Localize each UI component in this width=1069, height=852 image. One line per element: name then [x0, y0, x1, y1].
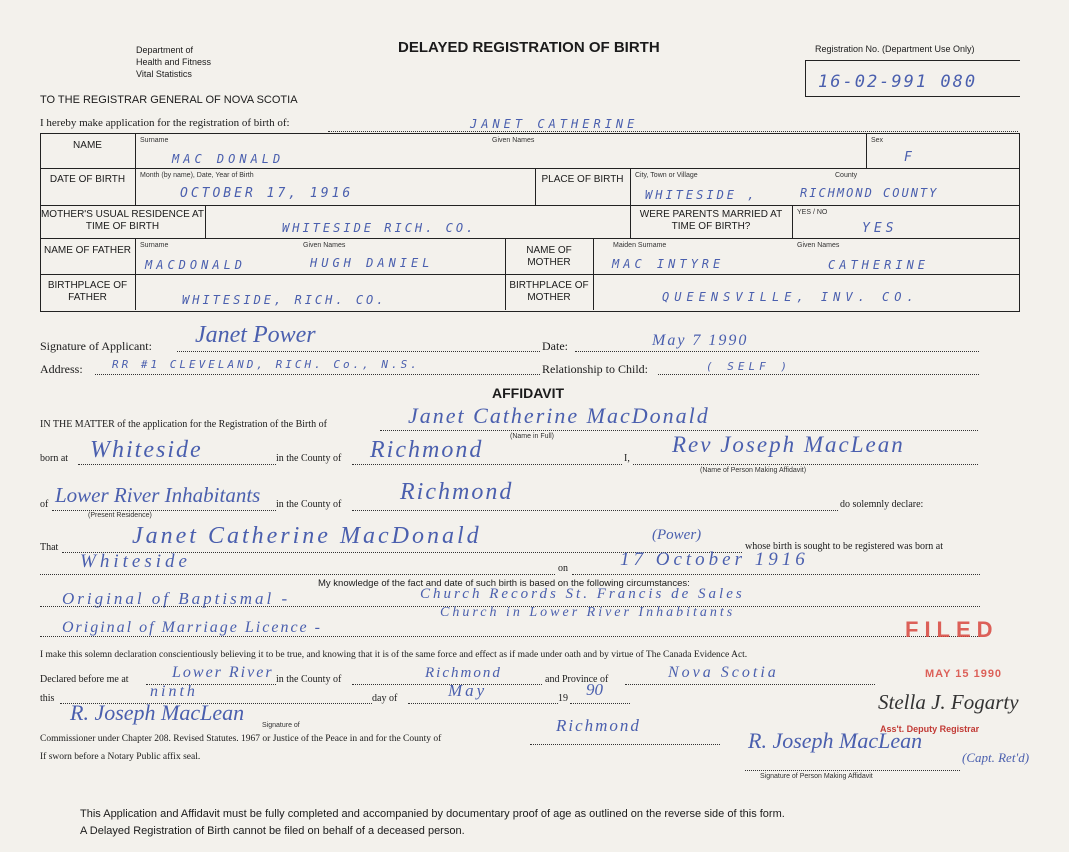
county-label-2: in the County of: [276, 499, 342, 510]
circumstance-1a: Original of Baptismal -: [62, 589, 291, 608]
department-line1: Department of: [136, 45, 194, 55]
address-value: RR #1 CLEVELAND, RICH. Co., N.S.: [112, 358, 420, 371]
province-value: Nova Scotia: [668, 664, 779, 681]
form-title: DELAYED REGISTRATION OF BIRTH: [398, 39, 660, 56]
province-label: and Province of: [545, 674, 609, 685]
county-line-2: [352, 510, 838, 511]
declared-label: Declared before me at: [40, 674, 129, 685]
name-label: NAME: [73, 140, 102, 151]
registrar-signature: Stella J. Fogarty: [878, 690, 1019, 714]
mother-given-value: CATHERINE: [828, 258, 930, 272]
county-value-3: Richmond: [425, 665, 502, 681]
affiant-caption: (Name of Person Making Affidavit): [700, 467, 807, 474]
sex-caption: Sex: [871, 137, 884, 144]
sex-value: F: [904, 150, 916, 165]
date-value: May 7 1990: [652, 332, 749, 349]
grid-col-i: [593, 238, 594, 310]
signature-of-caption: Signature of: [262, 722, 300, 729]
department-block: [136, 44, 211, 80]
notary-text: If sworn before a Notary Public affix seal.: [40, 752, 201, 762]
year-value: 90: [586, 680, 603, 699]
maiden-caption: Maiden Surname: [613, 242, 667, 249]
pob-county-value: RICHMOND COUNTY: [800, 186, 939, 200]
residence-line: [52, 510, 276, 511]
born-place-line: [40, 574, 555, 575]
year-line: [570, 703, 630, 704]
pob-city-value: WHITESIDE ,: [645, 188, 758, 202]
circumstance-2a: Original of Marriage Licence -: [62, 619, 322, 636]
pob-label: [535, 174, 630, 186]
registration-no-box-left: [805, 60, 806, 96]
i-label: I,: [624, 453, 630, 464]
residence-caption: (Present Residence): [88, 512, 152, 519]
county-caption: County: [835, 172, 858, 179]
grid-row-4: [40, 274, 1019, 275]
affiant-name: Rev Joseph MacLean: [672, 432, 905, 457]
born-place-value: Whiteside: [80, 551, 191, 572]
father-birthplace-value: WHITESIDE, RICH. CO.: [182, 293, 387, 307]
filed-stamp-date: MAY 15 1990: [925, 668, 1003, 680]
grid-col-a: [135, 133, 136, 205]
affiant-line: [633, 464, 978, 465]
father-given-caption: Given Names: [303, 242, 346, 249]
matter-line: [380, 430, 978, 431]
date-line: [575, 351, 979, 352]
grid-col-sex: [866, 133, 867, 168]
dob-caption: Month (by name), Date, Year of Birth: [140, 172, 254, 179]
application-line: [328, 131, 1018, 132]
day-of-label: day of: [372, 693, 398, 704]
mother-birthplace-value: QUEENSVILLE, INV. CO.: [662, 290, 919, 304]
surname-value: MAC DONALD: [172, 152, 285, 166]
mother-label: NAME OF MOTHER: [526, 245, 572, 268]
married-value: YES: [862, 221, 898, 236]
footer-line-1: This Application and Affidavit must be fully completed and accompanied by documentary proof of age as outlined on the reverse side of this form.: [80, 808, 785, 820]
relationship-line: [658, 374, 979, 375]
month-value: May: [448, 681, 488, 700]
father-surname-caption: Surname: [140, 242, 169, 249]
declared-at-value: Lower River: [172, 664, 274, 681]
married-label-text: WERE PARENTS MARRIED AT TIME OF BIRTH?: [639, 209, 783, 232]
province-line: [625, 684, 875, 685]
father-given-value: HUGH DANIEL: [310, 256, 434, 270]
applicant-signature: Janet Power: [195, 322, 316, 348]
father-birthplace-label: BIRTHPLACE OF FATHER: [47, 280, 128, 303]
of-label: of: [40, 499, 49, 510]
mother-residence-value: WHITESIDE RICH. CO.: [282, 221, 477, 235]
department-line3: Vital Statistics: [136, 69, 192, 79]
relationship-value: ( SELF ): [706, 360, 791, 373]
on-label: on: [558, 563, 568, 574]
given-names-caption: Given Names: [492, 137, 535, 144]
that-name: Janet Catherine MacDonald: [132, 523, 482, 549]
mother-maiden-value: MAC INTYRE: [612, 257, 725, 271]
county-value-1: Richmond: [370, 437, 484, 463]
that-label: That: [40, 542, 59, 553]
born-at-value: Whiteside: [90, 437, 203, 463]
grid-col-d: [205, 205, 206, 238]
dob-label-text: DATE OF BIRTH: [49, 174, 126, 185]
surname-caption: Surname: [140, 137, 169, 144]
commissioner-county-line: [530, 744, 720, 745]
matter-text: IN THE MATTER of the application for the Registration of the Birth of: [40, 419, 327, 430]
commissioner-signature: R. Joseph MacLean: [70, 700, 245, 725]
county-line-1: [352, 464, 622, 465]
registration-no-box-top: [805, 60, 1020, 61]
married-label: [630, 209, 792, 233]
year-prefix: 19: [558, 693, 568, 704]
mother-residence-label: [40, 209, 205, 233]
mother-given-caption: Given Names: [797, 242, 840, 249]
dob-value: OCTOBER 17, 1916: [180, 186, 354, 201]
solemn-declaration: I make this solemn declaration conscientiously believing it to be true, and knowing that it is of the same force and effect as if made under oath and by virtue of The Canada Evidence Act.: [40, 650, 748, 660]
father-surname-value: MACDONALD: [145, 258, 247, 272]
yes-no-caption: YES / NO: [797, 209, 828, 216]
matter-name: Janet Catherine MacDonald: [408, 403, 710, 428]
name-in-full-caption: (Name in Full): [510, 433, 554, 440]
registration-no-label: Registration No. (Department Use Only): [815, 44, 975, 54]
registrar-title: Ass't. Deputy Registrar: [880, 724, 980, 734]
county-label-3: in the County of: [276, 674, 342, 685]
grid-col-c: [630, 168, 631, 205]
affiant-signature: R. Joseph MacLean: [748, 728, 923, 753]
registration-no-box-bottom: [805, 96, 1020, 97]
commissioner-text: Commissioner under Chapter 208. Revised Statutes. 1967 or Justice of the Peace in and for the County of: [40, 734, 442, 744]
declare-text: do solemnly declare:: [840, 499, 924, 510]
circumstance-2b: Church in Lower River Inhabitants: [440, 605, 736, 620]
county-value-2: Richmond: [400, 479, 514, 505]
applicant-given-names: JANET CATHERINE: [470, 117, 639, 131]
affiant-signature-extra: (Capt. Ret'd): [962, 750, 1030, 765]
that-extra: (Power): [652, 527, 702, 543]
dob-label: [40, 174, 135, 186]
grid-col-g: [135, 238, 136, 310]
address-label: Address:: [40, 362, 83, 376]
department-line2: Health and Fitness: [136, 57, 212, 67]
mother-birthplace-label: BIRTHPLACE OF MOTHER: [509, 280, 589, 303]
applicant-signature-line: [177, 351, 540, 352]
city-caption: City, Town or Village: [635, 172, 698, 179]
month-line: [408, 703, 558, 704]
knowledge-text: My knowledge of the fact and date of such birth is based on the following circumstances:: [318, 578, 690, 589]
residence-value: Lower River Inhabitants: [55, 483, 261, 507]
whose-birth-text: whose birth is sought to be registered was born at: [745, 541, 944, 552]
this-label: this: [40, 693, 55, 704]
affiant-signature-line: [745, 770, 960, 771]
mother-residence-label-text: MOTHER'S USUAL RESIDENCE AT TIME OF BIRTH: [40, 209, 205, 232]
affiant-signature-caption: Signature of Person Making Affidavit: [760, 773, 873, 780]
grid-row-2: [40, 205, 1019, 206]
born-date-line: [572, 574, 980, 575]
grid-row-3: [40, 238, 1019, 239]
address-line: [95, 374, 540, 375]
grid-col-f: [792, 205, 793, 238]
born-at-line: [78, 464, 276, 465]
application-text: I hereby make application for the registration of birth of:: [40, 117, 290, 129]
born-date-value: 17 October 1916: [620, 549, 809, 570]
born-at-label: born at: [40, 453, 69, 464]
date-label: Date:: [542, 339, 568, 353]
footer-line-2: A Delayed Registration of Birth cannot be filed on behalf of a deceased person.: [80, 825, 465, 837]
applicant-signature-label: Signature of Applicant:: [40, 339, 152, 353]
registration-no-value: 16-02-991 080: [818, 72, 978, 92]
grid-row-1: [40, 168, 1019, 169]
affidavit-heading: AFFIDAVIT: [492, 385, 565, 401]
relationship-label: Relationship to Child:: [542, 362, 649, 376]
filed-stamp: FILED: [905, 617, 999, 642]
county-label-1: in the County of: [276, 453, 342, 464]
pob-label-text: PLACE OF BIRTH: [541, 174, 624, 185]
county-line-3: [352, 684, 542, 685]
circumstance-line-2: [40, 636, 980, 637]
father-label: NAME OF FATHER: [43, 245, 132, 256]
commissioner-county: Richmond: [556, 716, 641, 735]
day-value: ninth: [150, 683, 198, 700]
circumstance-1b: Church Records St. Francis de Sales: [420, 586, 745, 602]
addressee: TO THE REGISTRAR GENERAL OF NOVA SCOTIA: [40, 94, 298, 106]
